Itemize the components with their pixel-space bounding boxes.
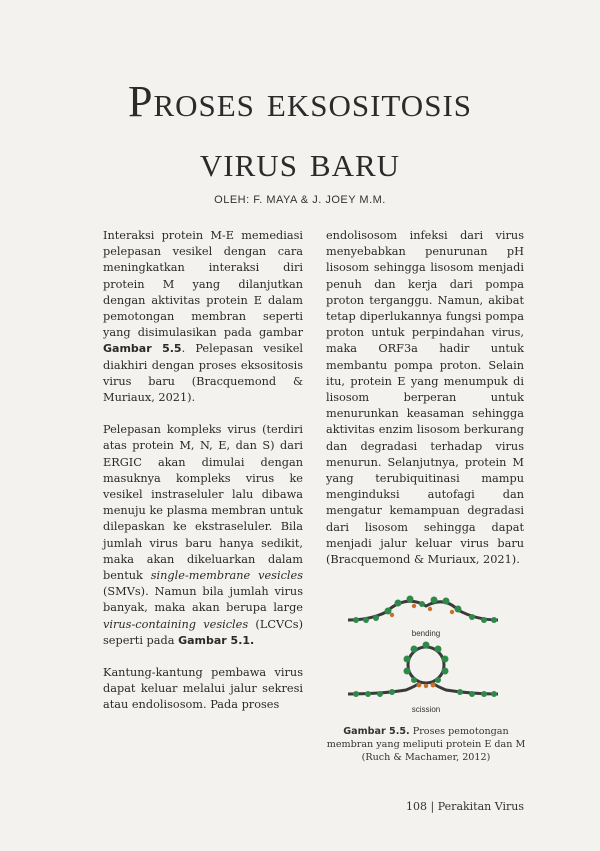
author-line: OLEH: F. MAYA & J. JOEY M.M. — [214, 194, 386, 206]
paragraph-2-text-b: (SMVs). Namun bila jumlah virus banyak, maka akan berupa large — [103, 585, 303, 615]
running-section-title: Perakitan Virus — [437, 800, 524, 813]
label-bending: bending — [411, 629, 441, 638]
figure-5-5 — [326, 590, 526, 725]
figure-ref-5-1: Gambar 5.1. — [178, 633, 255, 647]
membrane-scission-diagram — [326, 590, 526, 725]
page-footer — [300, 800, 524, 813]
term-lcvc: virus-containing vesicles — [103, 617, 249, 631]
text-column-right — [326, 228, 524, 584]
page-title-line-1: Proses eksositosis — [127, 77, 473, 126]
term-smv: single-membrane vesicles — [150, 569, 303, 583]
footer-separator: | — [430, 800, 435, 813]
paragraph-1-text-b: . Pelepasan vesikel diakhiri dengan proses eksositosis virus baru (Bracquemond & Muriaux, 2021). — [103, 342, 304, 405]
figure-ref-5-5: Gambar 5.5 — [103, 342, 182, 356]
paragraph-3: Kantung-kantung pembawa virus dapat keluar melalui jalur sekresi atau endolisosom. Pada proses — [103, 666, 303, 712]
paragraph-2-text-c: (LCVCs) seperti pada — [103, 617, 303, 647]
caption-label: Gambar 5.5. — [343, 726, 410, 737]
paragraph-2-text-a: Pelepasan kompleks virus (terdiri atas protein M, N, E, dan S) dari ERGIC akan dimulai dengan masuknya kompleks virus ke vesikel instraseluler lalu dibawa menuju ke plasma membran untuk dilepaskan ke ekstraseluler. Bila jumlah virus baru hanya sedikit, maka akan dikeluarkan dalam bentuk — [103, 423, 303, 583]
caption-text: Proses pemotongan membran yang meliputi protein E dan M (Ruch & Machamer, 2012) — [326, 726, 526, 763]
paragraph-1-text-a: Interaksi protein M-E memediasi pelepasan vesikel dengan cara meningkatkan interaksi diri protein M yang dilanjutkan dengan aktivitas protein E dalam pemotongan membran seperti yang disimulasikan pada gambar — [103, 229, 303, 340]
label-scission: scission — [411, 705, 441, 714]
scission-vesicle-illustration — [348, 642, 498, 698]
page-title-line-2: virus baru — [199, 137, 401, 186]
page-number: 108 — [406, 800, 428, 813]
text-column-left — [103, 228, 303, 730]
bending-membrane-illustration — [348, 596, 498, 624]
paragraph-1 — [103, 228, 303, 406]
figure-caption — [326, 725, 526, 764]
paragraph-2 — [103, 422, 303, 649]
paragraph-4: endolisosom infeksi dari virus menyebabkan penurunan pH lisosom sehingga lisosom menjadi penuh dan kerja dari pompa proton terganggu. Namun, akibat tetap diperlukannya fungsi pompa proton untuk perpindahan virus, maka ORF3a hadir untuk membantu pompa proton. Selain itu, protein E yang menumpuk di lisosom berperan untuk menurunkan keasaman sehingga aktivitas enzim lisosom berkurang dan degradasi terhadap virus menurun. Selanjutnya, protein M yang terubiquitinasi mampu menginduksi autofagi dan mengatur kemampuan degradasi dari lisosom sehingga dapat menjadi jalur keluar virus baru (Bracquemond & Muriaux, 2021). — [326, 229, 524, 567]
